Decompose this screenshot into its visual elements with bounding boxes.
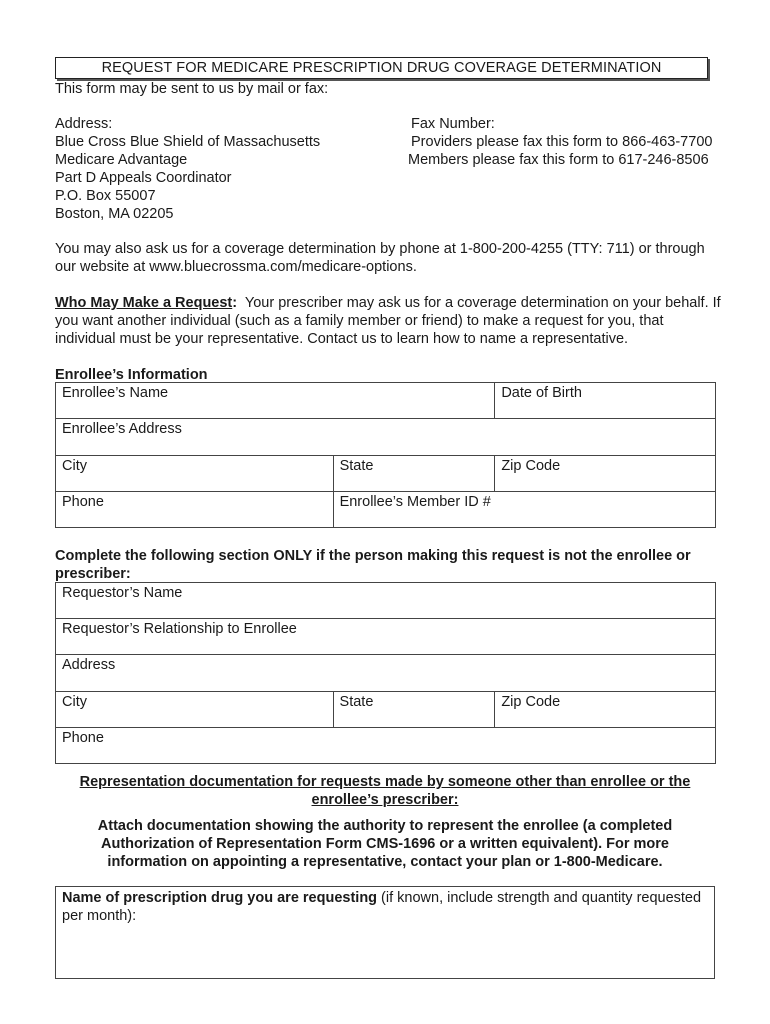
enrollee-phone-field[interactable]: Phone [56,492,334,528]
enrollee-zip-field[interactable]: Zip Code [495,456,716,492]
enrollee-info-table [55,382,716,528]
requestor-heading: Complete the following section ONLY if the person making this request is not the enrollee or prescriber: [55,548,691,582]
drug-name-field[interactable] [55,886,715,979]
drug-name-note: (if known, include strength and quantity requested per month): [62,890,702,924]
fax-members: Members please fax this form to 617-246-8506 [408,152,709,168]
enrollee-city-field[interactable]: City [56,456,334,492]
enrollee-name-field[interactable]: Enrollee’s Name [56,383,495,419]
requestor-state-field[interactable]: State [333,692,495,728]
phone-website-note: You may also ask us for a coverage determination by phone at 1-800-200-4255 (TTY: 711) or through our website at www.bluecrossma.com/medicare-options. [55,241,705,275]
who-may-request [55,294,725,348]
mailing-address [55,115,320,223]
address-line: Boston, MA 02205 [55,206,174,222]
requestor-address-field[interactable]: Address [56,655,716,692]
enrollee-heading: Enrollee’s Information [55,367,208,383]
requestor-city-field[interactable]: City [56,692,334,728]
requestor-phone-field[interactable]: Phone [56,728,716,764]
who-may-text: Your prescriber may ask us for a coverage determination on your behalf. If you want another individual (such as a family member or friend) to make a request for you, that individual must be your representative. Contact us to learn how to name a representative. [55,295,725,347]
enrollee-dob-field[interactable]: Date of Birth [495,383,716,419]
address-line: P.O. Box 55007 [55,188,156,204]
drug-name-label: Name of prescription drug you are requesting [62,890,378,906]
requestor-relationship-field[interactable]: Requestor’s Relationship to Enrollee [56,619,716,655]
enrollee-address-field[interactable]: Enrollee’s Address [56,419,716,456]
representation-heading: Representation documentation for requests made by someone other than enrollee or the enrollee’s prescriber: [79,774,691,808]
requestor-name-field[interactable]: Requestor’s Name [56,583,716,619]
who-may-heading: Who May Make a Request [55,295,233,311]
enrollee-state-field[interactable]: State [333,456,495,492]
who-may-colon: : [232,295,238,311]
address-label: Address: [55,116,113,132]
requestor-info-table [55,582,716,764]
address-line: Part D Appeals Coordinator [55,170,232,186]
representation-text: Attach documentation showing the authority to represent the enrollee (a completed Authorization of Representation Form CMS-1696 or a written equivalent). For more information on appointing a representative, contact your plan or 1-800-Medicare. [97,818,673,870]
address-line: Medicare Advantage [55,152,188,168]
address-line: Blue Cross Blue Shield of Massachusetts [55,134,321,150]
intro-text: This form may be sent to us by mail or fax: [55,81,329,97]
fax-providers: Providers please fax this form to 866-463-7700 [411,134,713,150]
fax-label: Fax Number: [411,116,495,132]
requestor-zip-field[interactable]: Zip Code [495,692,716,728]
enrollee-member-id-field[interactable]: Enrollee’s Member ID # [333,492,715,528]
form-title: REQUEST FOR MEDICARE PRESCRIPTION DRUG COVERAGE DETERMINATION [55,57,708,79]
